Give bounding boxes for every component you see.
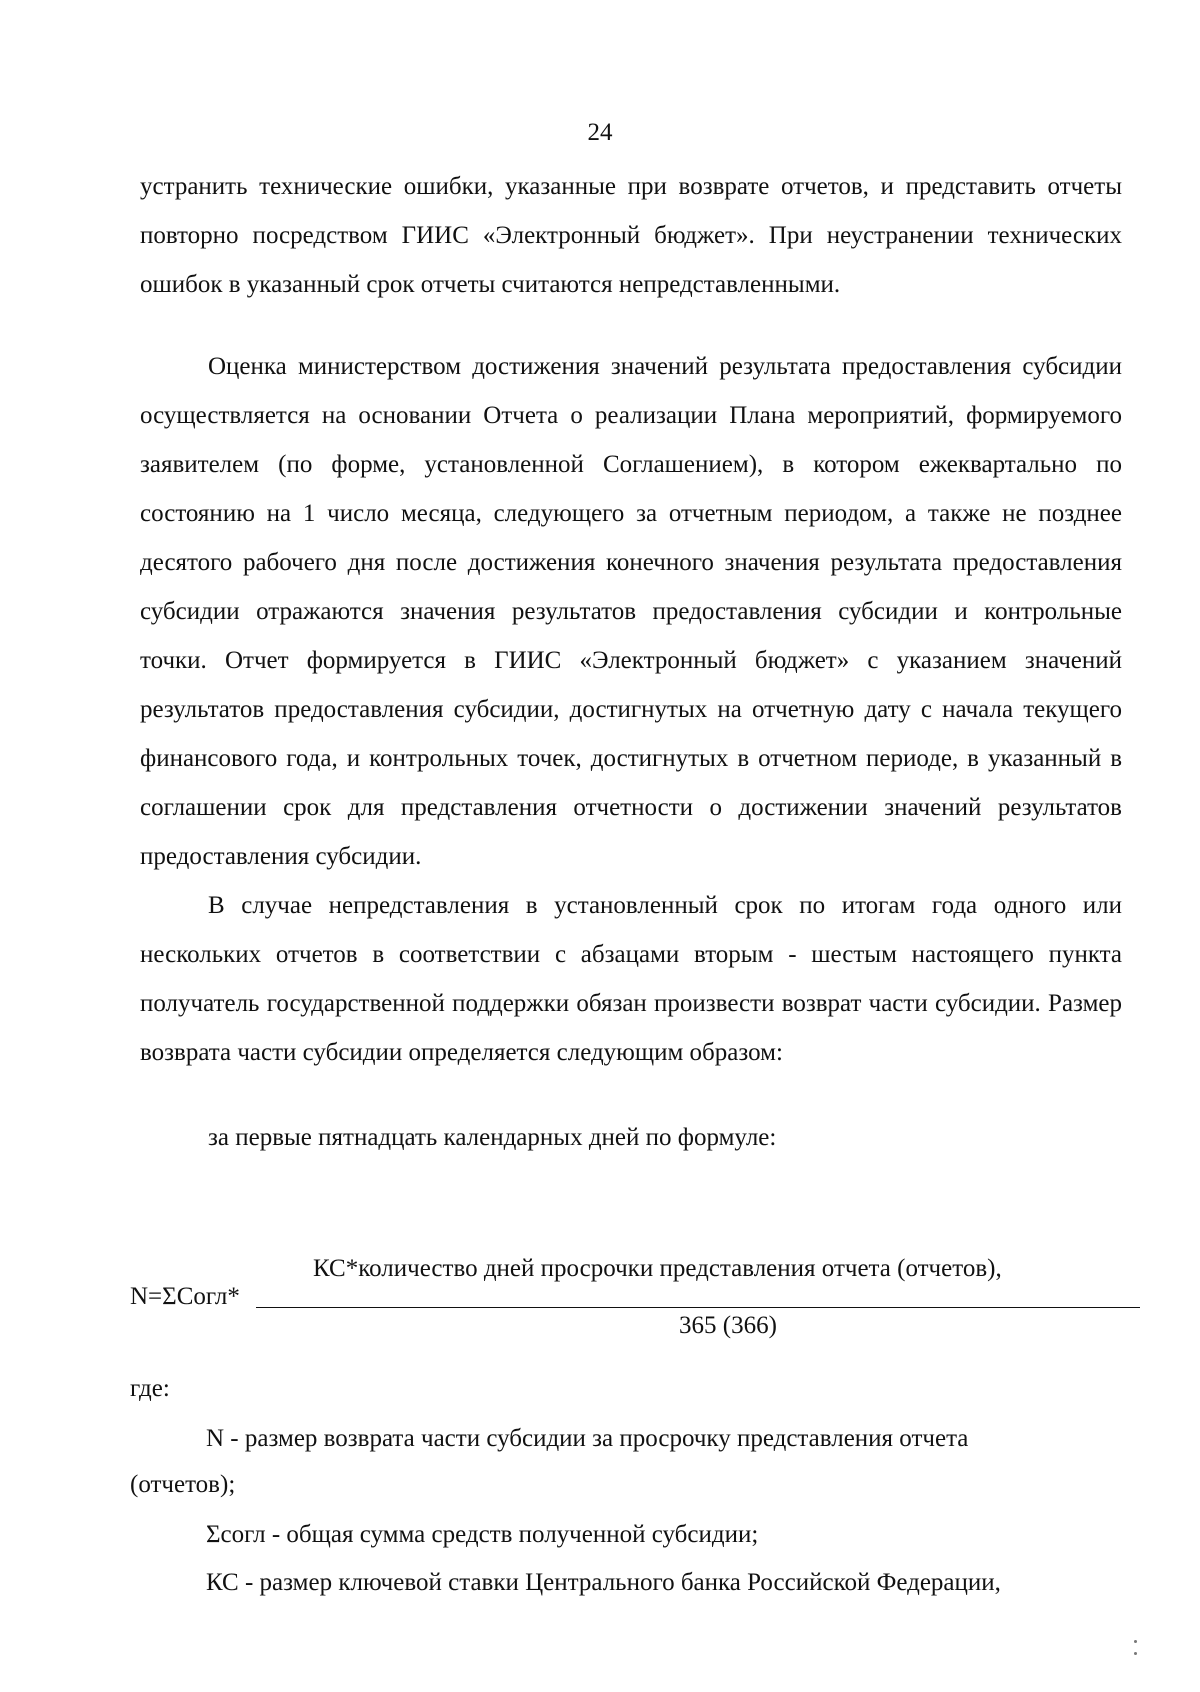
paragraph-first-fifteen-days: за первые пятнадцать календарных дней по формуле: — [208, 1124, 777, 1151]
paragraph-non-submission — [140, 881, 1122, 1077]
definition-n-continuation: (отчетов); — [130, 1471, 236, 1498]
formula-numerator: КС*количество дней просрочки представления отчета (отчетов), — [313, 1255, 1002, 1282]
formula-lhs: N=ΣСогл* — [130, 1283, 240, 1310]
paragraph-assessment — [140, 342, 1122, 881]
definition-n: N - размер возврата части субсидии за просрочку представления отчета — [206, 1425, 969, 1452]
paragraph-text: устранить технические ошибки, указанные при возврате отчетов, и представить отчеты повторно посредством ГИИС «Электронный бюджет». При неустранении технических ошибок в указанный срок отчеты считаются непредставленными. — [140, 173, 1122, 298]
paragraph-technical-errors — [140, 162, 1122, 309]
definition-ks: КС - размер ключевой ставки Центрального банка Российской Федерации, — [206, 1569, 1001, 1596]
scan-artifact — [1134, 1652, 1137, 1655]
fraction-line — [256, 1307, 1140, 1308]
page-number: 24 — [587, 119, 613, 146]
scan-artifact — [1134, 1640, 1137, 1643]
definition-sigma: Σсогл - общая сумма средств полученной субсидии; — [206, 1521, 759, 1548]
paragraph-text: Оценка министерством достижения значений результата предоставления субсидии осуществляется на основании Отчета о реализации Плана мероприятий, формируемого заявителем (по форме, установленной Соглашением), в котором ежеквартально по состоянию на 1 число месяца, следующего за отчетным периодом, а также не позднее десятого рабочего дня после достижения конечного значения результата предоставления субсидии отражаются значения результатов предоставления субсидии и контрольные точки. Отчет формируется в ГИИС «Электронный бюджет» с указанием значений результатов предоставления субсидии, достигнутых на отчетную дату с начала текущего финансового года, и контрольных точек, достигнутых в отчетном периоде, в указанный в соглашении срок для представления отчетности о достижении значений результатов предоставления субсидии. — [140, 353, 1122, 870]
paragraph-text: В случае непредставления в установленный срок по итогам года одного или нескольких отчетов в соответствии с абзацами вторым - шестым настоящего пункта получатель государственной поддержки обязан произвести возврат части субсидии. Размер возврата части субсидии определяется следующим образом: — [140, 892, 1122, 1066]
formula-denominator: 365 (366) — [679, 1312, 777, 1339]
where-label: где: — [130, 1375, 170, 1402]
